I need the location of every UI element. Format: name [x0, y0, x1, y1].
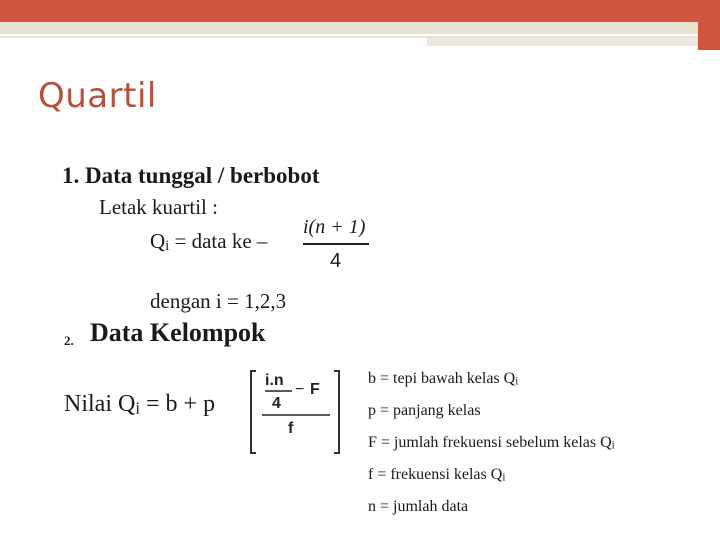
qi-prefix: Q — [150, 229, 166, 253]
matrix-F: F — [310, 381, 320, 398]
svg-text:−: − — [295, 381, 305, 398]
formula-subscript: i — [135, 398, 140, 418]
slide-title: Quartil — [38, 76, 157, 116]
legend-n: n = jumlah data — [368, 498, 469, 515]
formula-prefix: Nilai Q — [64, 391, 136, 417]
header-light-stripe — [427, 38, 707, 46]
letak-kuartil-label: Letak kuartil : — [99, 195, 218, 219]
matrix-4: 4 — [272, 395, 281, 412]
section2-number: 2. — [64, 333, 74, 348]
section1-heading: 1. Data tunggal / berbobot — [62, 163, 320, 188]
legend-b: b = tepi bawah kelas $Q_i$ — [368, 370, 519, 388]
dengan-i-text: dengan i = 1,2,3 — [150, 289, 287, 313]
fraction-numerator: i(n + 1) — [303, 216, 366, 238]
header-accent-bar — [0, 0, 720, 22]
fraction-denominator: 4 — [330, 250, 342, 272]
matrix-in: i.n — [265, 372, 284, 389]
legend-p: p = panjang kelas — [368, 402, 481, 419]
nilai-qi-formula — [64, 391, 215, 419]
legend-F: F = jumlah frekuensi sebelum kelas $Q_i$ — [368, 434, 615, 452]
matrix-f: f — [288, 420, 294, 437]
section2-heading: Data Kelompok — [90, 318, 266, 347]
bracket-fraction — [250, 367, 340, 457]
header-corner-block — [698, 0, 720, 50]
legend-f: f = frekuensi kelas $Q_i$ — [368, 466, 506, 484]
qi-definition — [150, 229, 267, 255]
formula-rest: = b + p — [140, 391, 216, 417]
header-band — [0, 22, 720, 34]
qi-subscript: i — [165, 238, 170, 255]
fraction-line — [303, 243, 369, 245]
qi-text: = data ke – — [169, 229, 268, 253]
